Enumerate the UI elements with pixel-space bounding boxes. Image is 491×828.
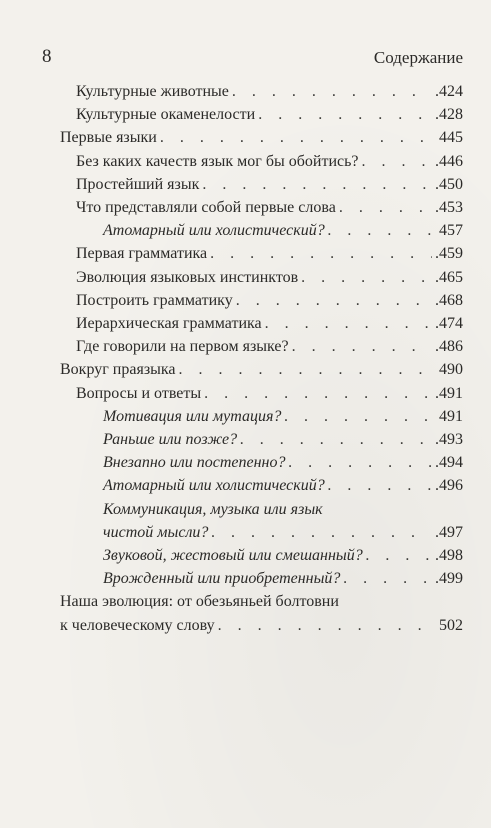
toc-entry-title: Культурные окаменелости [76,106,256,124]
toc-entry-title: Первая грамматика [76,245,208,263]
dot-leader [204,382,432,405]
toc-entry [60,173,463,196]
dot-leader [343,567,432,590]
toc-entry-title: Раньше или позже? [103,431,238,449]
dot-leader [301,266,432,289]
dot-leader [202,173,432,196]
toc-entry-page: .468 [435,291,463,309]
toc-entry [60,498,463,544]
toc-entry-page: .465 [435,268,463,286]
page-header [42,46,463,72]
toc-entry-page: .446 [435,152,463,170]
toc-entry-title: Простейший язык [76,175,200,193]
dot-leader [366,544,432,567]
dot-leader [362,150,433,173]
toc-entry-page: 491 [439,407,463,425]
toc-entry-page: .494 [435,454,463,472]
toc-entry-title: Атомарный или холистический? [103,477,325,495]
toc-entry-title: Построить грамматику [76,291,233,309]
dot-leader [328,474,432,497]
toc-entry-page: 445 [439,129,463,147]
toc-entry [60,312,463,335]
toc-entry-title: Культурные животные [76,83,229,100]
toc-entry [60,80,463,103]
toc-entry [60,196,463,219]
toc-entry-page: .496 [435,477,463,495]
toc-entry [60,382,463,405]
toc-entry-title: Где говорили на первом языке? [76,338,289,356]
toc-entry [60,405,463,428]
toc-entry [60,150,463,173]
toc-entry-title-line2: чистой мысли? [103,523,209,541]
dot-leader [179,358,436,381]
toc-entry [60,567,463,590]
toc-entry-title: Что представляли собой первые слова [76,199,336,217]
toc-entry-page: 490 [439,361,463,379]
toc-entry-page: .474 [435,315,463,333]
toc-entry-title: Звуковой, жестовый или смешанный? [103,547,363,565]
toc-entry [60,242,463,265]
dot-leader [289,451,433,474]
toc-entry-page: .450 [435,175,463,193]
dot-leader [211,521,432,544]
toc-entry-page: .453 [435,199,463,217]
toc-entry [60,335,463,358]
toc-entry [60,474,463,497]
toc-entry-title-line1: Наша эволюция: от обезьяньей болтовни [60,593,339,611]
dot-leader [160,126,436,149]
toc-entry [60,289,463,312]
toc-entry-title-line1: Коммуникация, музыка или язык [103,500,323,518]
dot-leader [265,312,432,335]
toc-entry-page: .491 [435,384,463,402]
dot-leader [240,428,432,451]
toc-entry [60,219,463,242]
toc-entry-page: 502 [439,616,463,634]
toc-entry-title: Без каких качеств язык мог бы обойтись? [76,152,359,170]
toc-entry-page: .428 [435,106,463,124]
running-head: Содержание [373,48,463,67]
toc-entry-page: .459 [435,245,463,263]
toc-entry [60,428,463,451]
toc-entry [60,451,463,474]
toc-entry-page: .424 [435,83,463,100]
toc-entry-title: Врожденный или приобретенный? [103,570,341,588]
dot-leader [210,242,432,265]
toc-entry-title: Внезапно или постепенно? [103,454,286,472]
toc-entry [60,266,463,289]
dot-leader [232,80,432,103]
page-number: 8 [42,46,52,67]
toc-entry [60,544,463,567]
dot-leader [328,219,436,242]
toc-entry [60,358,463,381]
toc-entry [60,590,463,636]
toc-entry-page: .499 [435,570,463,588]
toc-entry-title: Эволюция языковых инстинктов [76,268,299,286]
toc-entry-page: 457 [439,222,463,240]
toc-entry [60,103,463,126]
dot-leader [339,196,432,219]
dot-leader [284,405,436,428]
toc-entry-title: Иерархическая грамматика [76,315,262,333]
toc-entry-title-line2: к человеческому слову [60,616,215,634]
toc-entry-page: .497 [435,523,463,541]
toc-entry-page: .493 [435,431,463,449]
dot-leader [236,289,432,312]
dot-leader [258,103,432,126]
toc-entry-title: Мотивация или мутация? [103,407,282,425]
toc-entry-title: Атомарный или холистический? [103,222,325,240]
toc-entry-page: .486 [435,338,463,356]
toc-entry-title: Вопросы и ответы [76,384,202,402]
dot-leader [218,614,436,637]
toc-entry [60,126,463,149]
toc-entry-page: .498 [435,547,463,565]
toc-entry-title: Вокруг праязыка [60,361,176,379]
table-of-contents [60,80,463,637]
dot-leader [292,335,432,358]
toc-entry-title: Первые языки [60,129,157,147]
